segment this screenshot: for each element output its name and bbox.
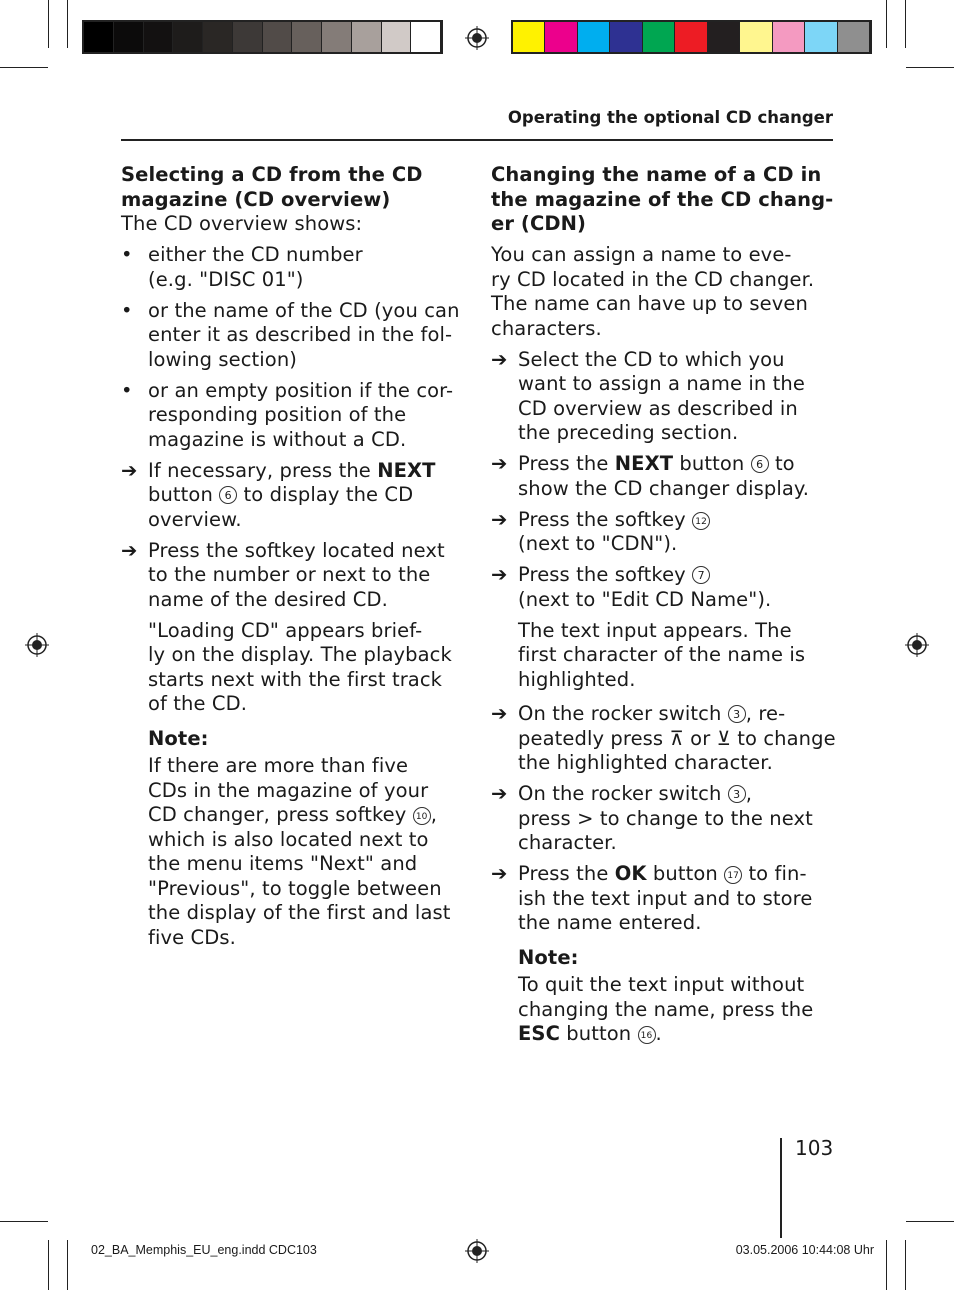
arrow-icon: ➔ [121, 458, 138, 482]
slug-timestamp: 03.05.2006 10:44:08 Uhr [735, 1243, 874, 1257]
arrow-icon: ➔ [491, 702, 508, 725]
color-swatch [838, 22, 870, 52]
callout-number: 10 [413, 807, 431, 825]
arrow-icon: ➔ [491, 347, 508, 371]
result-text: The text input appears. The first character of the name is highlighted. [518, 618, 806, 691]
instruction-step: ➔ On the rocker switch 3 , re- peatedly press ⊼ or ⊻ to change the highlighted character. [491, 702, 836, 774]
registration-mark-icon [465, 26, 489, 50]
crop-mark [0, 1221, 48, 1222]
running-header: Operating the optional CD changer [507, 108, 833, 127]
result-text: "Loading CD" appears brief- ly on the display. The playback starts next with the first track of the CD. [148, 618, 452, 715]
instruction-step: ➔ Press the softkey 7 (next to "Edit CD Name"). [491, 563, 772, 611]
down-key-icon: ⊻ [716, 726, 731, 750]
callout-number: 16 [638, 1026, 656, 1044]
crop-mark [886, 0, 887, 48]
arrow-icon: ➔ [491, 452, 508, 475]
instruction-step: ➔ If necessary, press the NEXT button 6 to display the CD overview. [121, 458, 436, 531]
color-swatch [805, 22, 837, 52]
color-swatch [411, 22, 441, 52]
up-key-icon: ⊼ [669, 726, 684, 750]
intro-text: The CD overview shows: [121, 212, 363, 235]
color-swatch [84, 22, 114, 52]
section-heading: Selecting a CD from the CD magazine (CD overview) [121, 163, 423, 211]
header-rule [121, 139, 833, 141]
color-swatch [545, 22, 577, 52]
note-title: Note: [518, 945, 579, 969]
note-text: If there are more than five CDs in the magazine of your CD changer, press softkey 10 , which is also located next to the menu items "Next" and "Previous", to toggle between the display of the first and last five CDs. [148, 754, 451, 949]
callout-number: 3 [728, 785, 746, 803]
list-item: • either the CD number (e.g. "DISC 01") [121, 243, 363, 291]
note-text: To quit the text input without changing the name, press the ESC button 16 . [518, 973, 814, 1045]
color-swatch [773, 22, 805, 52]
crop-mark [906, 1221, 954, 1222]
color-swatch [292, 22, 322, 52]
registration-mark-icon [25, 633, 49, 657]
instruction-step: ➔ Select the CD to which you want to assign a name in the CD overview as described in the preceding section. [491, 347, 805, 444]
arrow-icon: ➔ [491, 862, 508, 885]
instruction-step: ➔ Press the NEXT button 6 to show the CD changer display. [491, 452, 810, 500]
grayscale-color-bar [82, 20, 443, 54]
callout-number: 17 [724, 866, 742, 884]
intro-text: You can assign a name to eve- ry CD located in the CD changer. The name can have up to seven characters. [491, 243, 815, 340]
section-heading: Changing the name of a CD in the magazine of the CD chang- er (CDN) [491, 163, 834, 235]
color-swatch [578, 22, 610, 52]
process-color-bar [511, 20, 872, 54]
instruction-step: ➔ On the rocker switch 3 , press > to change to the next character. [491, 782, 813, 854]
color-swatch [144, 22, 174, 52]
color-swatch [740, 22, 772, 52]
color-swatch [513, 22, 545, 52]
crop-mark [67, 0, 68, 48]
arrow-icon: ➔ [491, 782, 508, 805]
crop-mark [67, 1240, 68, 1290]
instruction-step: ➔ Press the softkey located next to the number or next to the name of the desired CD. [121, 538, 445, 611]
crop-mark [905, 0, 906, 48]
instruction-step: ➔ Press the OK button 17 to fin- ish the text input and to store the name entered. [491, 862, 813, 934]
note-title: Note: [148, 726, 209, 750]
callout-number: 7 [692, 566, 710, 584]
color-swatch [322, 22, 352, 52]
color-swatch [643, 22, 675, 52]
left-column [121, 163, 466, 950]
crop-mark [0, 67, 48, 68]
registration-mark-icon [465, 1239, 489, 1263]
list-item: • or an empty position if the cor- responding position of the magazine is without a CD. [121, 378, 454, 451]
crop-mark [48, 1240, 49, 1290]
color-swatch [263, 22, 293, 52]
callout-number: 6 [219, 486, 237, 504]
instruction-step: ➔ Press the softkey 12 (next to "CDN"). [491, 508, 836, 557]
color-swatch [610, 22, 642, 52]
crop-mark [906, 67, 954, 68]
slug-filename: 02_BA_Memphis_EU_eng.indd CDC103 [91, 1243, 317, 1257]
color-swatch [708, 22, 740, 52]
page-number-rule [780, 1138, 782, 1238]
arrow-icon: ➔ [491, 563, 508, 586]
registration-mark-icon [905, 633, 929, 657]
crop-mark [905, 1240, 906, 1290]
right-column [491, 163, 836, 1047]
color-swatch [173, 22, 203, 52]
crop-mark [886, 1240, 887, 1290]
arrow-icon: ➔ [121, 538, 138, 562]
callout-number: 6 [751, 455, 769, 473]
page-number: 103 [795, 1136, 834, 1160]
color-swatch [114, 22, 144, 52]
color-swatch [352, 22, 382, 52]
color-swatch [203, 22, 233, 52]
callout-number: 12 [692, 512, 710, 530]
crop-mark [48, 0, 49, 48]
color-swatch [382, 22, 412, 52]
arrow-icon: ➔ [491, 507, 508, 531]
callout-number: 3 [728, 705, 746, 723]
color-swatch [675, 22, 707, 52]
list-item: • or the name of the CD (you can enter it as described in the fol- lowing section) [121, 298, 460, 371]
color-swatch [233, 22, 263, 52]
